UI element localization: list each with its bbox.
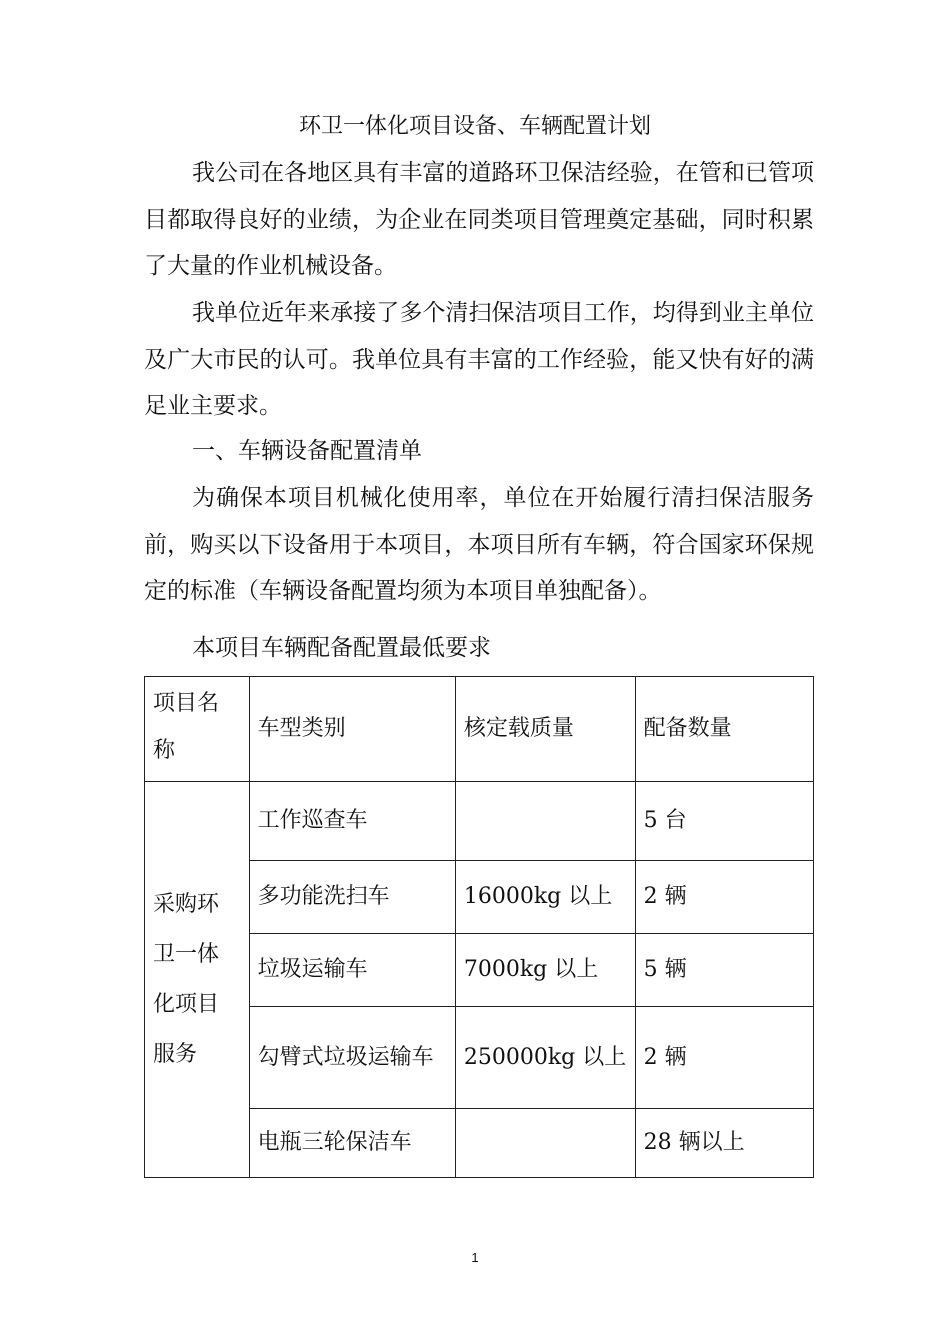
cell-capacity: 7000kg 以上: [455, 934, 635, 1007]
cell-capacity: 16000kg 以上: [455, 861, 635, 934]
header-rated-capacity: 核定载质量: [455, 677, 635, 782]
cell-vehicle-type: 工作巡查车: [249, 782, 455, 861]
section-heading: 一、车辆设备配置清单: [192, 438, 422, 464]
cell-quantity: 2 辆: [635, 861, 813, 934]
vehicle-config-table: [144, 676, 814, 1178]
header-project-name: 项目名称: [145, 677, 250, 782]
table-header-row: [145, 677, 814, 782]
cell-capacity: 250000kg 以上: [455, 1007, 635, 1109]
header-quantity: 配备数量: [635, 677, 813, 782]
cell-vehicle-type: 垃圾运输车: [249, 934, 455, 1007]
table-row: [145, 782, 814, 861]
cell-vehicle-type: 勾臂式垃圾运输车: [249, 1007, 455, 1109]
cell-quantity: 5 台: [635, 782, 813, 861]
cell-quantity: 5 辆: [635, 934, 813, 1007]
cell-quantity: 28 辆以上: [635, 1109, 813, 1178]
intro-paragraph-2: 我单位近年来承接了多个清扫保洁项目工作，均得到业主单位及广大市民的认可。我单位具有丰富的工作经验，能又快有好的满足业主要求。: [144, 300, 814, 419]
intro-paragraph-1: 我公司在各地区具有丰富的道路环卫保洁经验，在管和已管项目都取得良好的业绩，为企业在同类项目管理奠定基础，同时积累了大量的作业机械设备。: [144, 160, 814, 279]
table-caption: 本项目车辆配备配置最低要求: [192, 635, 491, 661]
cell-capacity: [455, 1109, 635, 1178]
group-project-name: 采购环卫一体化项目服务: [145, 782, 250, 1178]
cell-quantity: 2 辆: [635, 1007, 813, 1109]
document-title: 环卫一体化项目设备、车辆配置计划: [298, 114, 651, 139]
header-vehicle-type: 车型类别: [249, 677, 455, 782]
page-number: 1: [471, 1250, 479, 1265]
cell-vehicle-type: 电瓶三轮保洁车: [249, 1109, 455, 1178]
section-paragraph: 为确保本项目机械化使用率，单位在开始履行清扫保洁服务前，购买以下设备用于本项目，本项目所有车辆，符合国家环保规定的标准（车辆设备配置均须为本项目单独配备）。: [144, 485, 814, 604]
cell-vehicle-type: 多功能洗扫车: [249, 861, 455, 934]
cell-capacity: [455, 782, 635, 861]
